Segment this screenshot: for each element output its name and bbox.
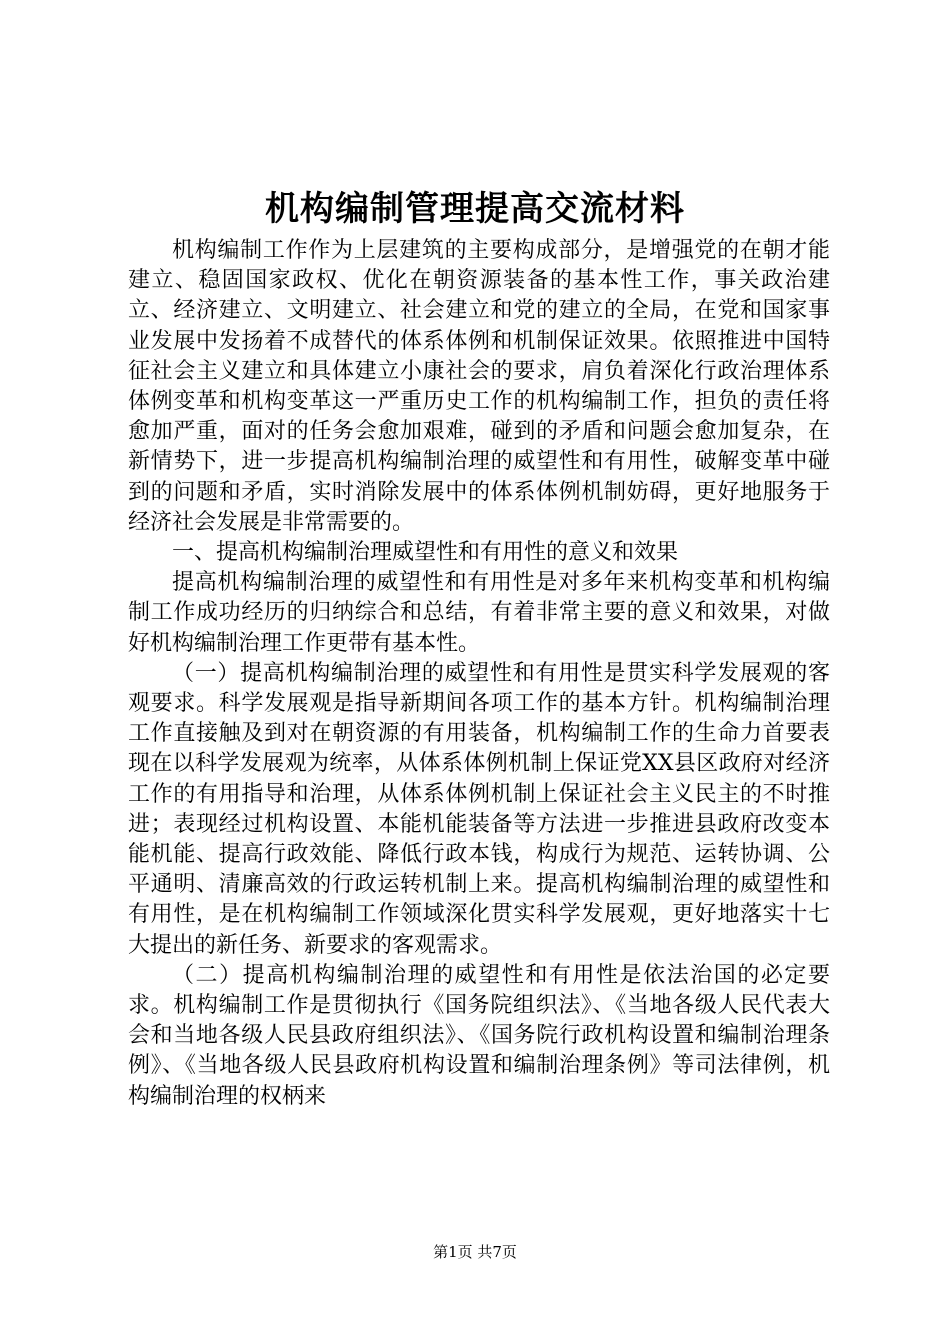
document-body: [128, 236, 830, 1112]
page-footer: 第1页 共7页: [433, 1243, 517, 1261]
document-title: 机构编制管理提高交流材料: [265, 189, 685, 229]
paragraph-intro: 机构编制工作作为上层建筑的主要构成部分，是增强党的在朝才能建立、稳固国家政权、优化在朝资源装备的基本性工作，事关政治建立、经济建立、文明建立、社会建立和党的建立的全局，在党和国家事业发展中发扬着不成替代的体系体例和机制保证效果。依照推进中国特征社会主义建立和具体建立小康社会的要求，肩负着深化行政治理体系体例变革和机构变革这一严重历史工作的机构编制工作，担负的责任将愈加严重，面对的任务会愈加艰难，碰到的矛盾和问题会愈加复杂，在新情势下，进一步提高机构编制治理的威望性和有用性，破解变革中碰到的问题和矛盾，实时消除发展中的体系体例机制妨碍，更好地服务于经济社会发展是非常需要的。: [128, 238, 830, 535]
paragraph-section-1: 提高机构编制治理的威望性和有用性是对多年来机构变革和机构编制工作成功经历的归纳综合和总结，有着非常主要的意义和效果，对做好机构编制治理工作更带有基本性。: [128, 570, 830, 656]
section-heading-1: 一、提高机构编制治理威望性和有用性的意义和效果: [172, 540, 679, 566]
paragraph-subsection-1: （一）提高机构编制治理的威望性和有用性是贯实科学发展观的客观要求。科学发展观是指导新期间各项工作的基本方针。机构编制治理工作直接触及到对在朝资源的有用装备，机构编制工作的生命力首要表现在以科学发展观为统率，从体系体例机制上保证党XX县区政府对经济工作的有用指导和治理，从体系体例机制上保证社会主义民主的不时推进；表现经过机构设置、本能机能装备等方法进一步推进县政府改变本能机能、提高行政效能、降低行政本钱，构成行为规范、运转协调、公平通明、清廉高效的行政运转机制上来。提高机构编制治理的威望性和有用性，是在机构编制工作领域深化贯实科学发展观，更好地落实十七大提出的新任务、新要求的客观需求。: [128, 660, 830, 958]
paragraph-subsection-2: （二）提高机构编制治理的威望性和有用性是依法治国的必定要求。机构编制工作是贯彻执行《国务院组织法》、《当地各级人民代表大会和当地各级人民县政府组织法》、《国务院行政机构设置和编制治理条例》、《当地各级人民县政府机构设置和编制治理条例》等司法律例，机构编制治理的权柄来: [128, 962, 830, 1109]
